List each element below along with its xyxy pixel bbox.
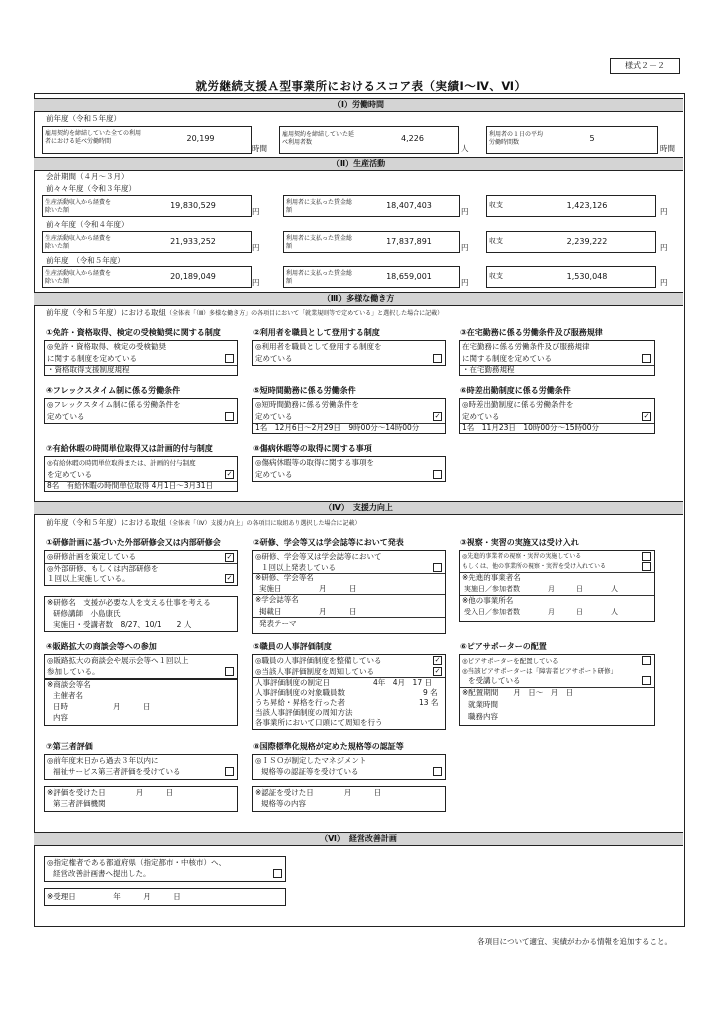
s2-unit: 円 [461, 278, 469, 287]
s3-intro-note: （全体表「（Ⅲ）多様な働き方」の各項目において「就業規則等で定めている」と選択した場合に記載） [166, 310, 444, 317]
s4-item3-title: ③視察・実習の実施又は受け入れ [460, 538, 579, 547]
s4-item6-title: ⑥ピアサポーターの配置 [460, 642, 547, 651]
s3-item3-checkbox[interactable] [642, 354, 651, 363]
s4-item8-title: ⑧国際標準化規格が定めた規格等の認証等 [253, 742, 404, 751]
s3-item6-l2: 定めている [462, 412, 500, 421]
s4-item1-notes [44, 596, 238, 632]
s4-item1-n3: 実施日・受講者数 8/27、10/1 2 人 [53, 620, 192, 629]
s2-row1-year: 前々々年度（令和３年度） [46, 184, 136, 193]
s2-row1-b [283, 195, 460, 217]
s2-label-b: 利用者に支払った賃金総額 [286, 235, 353, 250]
section-header-3: （Ⅲ）多様な働き方 [34, 292, 683, 306]
s4-item4-notes [44, 678, 238, 726]
s4-item3-l1: ◎先進的事業者の視察・実習の実施している [462, 553, 582, 560]
s2-label-c: 収支 [489, 237, 503, 245]
s4-item6-l5: 就業時間 [468, 700, 498, 709]
s3-intro-text: 前年度（令和５年度）における取組 [46, 308, 166, 317]
s3-item2-l1: ◎利用者を職員として登用する制度を [255, 342, 382, 351]
s4-item5-l1: ◎職員の人事評価制度を整備している [255, 656, 382, 665]
s2-row3-b [283, 266, 460, 288]
s2-row2-b [283, 231, 460, 253]
s3-item4-l1: ◎フレックスタイム制に係る労働条件を [47, 400, 181, 409]
s3-item8-l2: 定めている [255, 470, 293, 479]
s4-item6-box [459, 654, 655, 726]
s4-item3-l6: 受入日／参加者数 月 日 人 [464, 608, 618, 616]
s1-c1-label: 雇用契約を締結していた全ての利用者における延べ労働時間 [45, 130, 142, 145]
s3-item7-l3: 8名 有給休暇の時間単位取得 4月1日～3月31日 [47, 481, 214, 490]
s3-item1-l3: ・資格取得支援制度規程 [47, 365, 130, 374]
s2-row1-c-value: 1,423,126 [566, 201, 608, 210]
s4-item5-r2-value: 9 名 [423, 688, 438, 697]
s6-notes [44, 888, 286, 906]
s4-intro-text: 前年度（令和５年度）における取組 [46, 518, 166, 527]
s4-item2-l3: ※研修、学会等名 [255, 573, 314, 582]
s3-item2-l2: 定めている [255, 354, 293, 363]
s2-label-a: 生産活動収入から経費を除いた額 [45, 270, 112, 285]
s2-row3-a-value: 20,189,049 [170, 272, 216, 281]
s4-item1-checkbox-1[interactable]: ✓ [226, 553, 233, 561]
s2-unit: 円 [252, 278, 260, 287]
s2-row3-c [486, 266, 656, 288]
s4-item3-l3: ※先進的事業者名 [462, 573, 521, 582]
s4-item7-notes [44, 786, 238, 812]
s4-intro-note: （全体表「（Ⅳ）支援力向上」の各項目に取組あり選択した場合に記載） [166, 520, 361, 527]
s2-period: 会計期間（４月～３月） [46, 172, 129, 181]
s4-item8-checkbox[interactable] [433, 767, 442, 776]
s4-item1-box [44, 550, 238, 586]
s3-item5-checkbox[interactable]: ✓ [434, 412, 441, 420]
section-header-6: （Ⅵ） 経営改善計画 [34, 832, 683, 846]
s2-unit: 円 [461, 243, 469, 252]
s3-item6-box [459, 398, 655, 434]
s1-c2-value: 4,226 [401, 134, 424, 143]
form-number: 様式２－２ [610, 58, 680, 74]
s4-item5-checkbox-2[interactable]: ✓ [434, 667, 441, 675]
s4-item2-checkbox[interactable] [433, 563, 442, 572]
s2-row1-a-value: 19,830,529 [170, 201, 216, 210]
s4-item1-checkbox-2[interactable]: ✓ [226, 574, 233, 582]
s4-item3-box [459, 550, 655, 622]
s4-item7-checkbox[interactable] [225, 767, 234, 776]
s3-item7-l2: を定めている [47, 470, 92, 479]
s4-item2-l2: １回以上発表している [261, 563, 336, 572]
s2-row3-c-value: 1,530,048 [566, 272, 608, 281]
s2-label-c: 収支 [489, 272, 503, 280]
s4-item6-l1: ◎ピアサポーターを配置している [462, 657, 559, 665]
s4-item4-l2: 参加している。 [47, 667, 100, 676]
s3-item8-box [252, 456, 446, 482]
s2-unit: 円 [252, 243, 260, 252]
s2-label-c: 収支 [489, 201, 503, 209]
s3-item8-title: ⑧傷病休暇等の取得に関する事項 [253, 444, 372, 453]
s2-row3-year: 前年度 （令和５年度） [46, 256, 125, 265]
s3-item1-title: ①免許・資格取得、検定の受検勧奨に関する制度 [46, 328, 221, 337]
section-header-2: （Ⅱ）生産活動 [34, 157, 683, 171]
s3-item7-checkbox[interactable]: ✓ [226, 470, 233, 478]
s2-unit: 円 [660, 243, 668, 252]
s4-item2-l5: ※学会誌等名 [255, 595, 299, 604]
s4-item5-r1-label: 人事評価制度の制定日 [255, 678, 330, 687]
s4-item5-l2: ◎当該人事評価制度を周知している [255, 667, 375, 676]
s4-item1-l3: １回以上実施している。 [47, 574, 130, 583]
s4-item2-l6: 掲載日 月 日 [259, 607, 357, 616]
s1-c2-label: 雇用契約を締結していた延べ利用者数 [282, 131, 355, 146]
s3-item2-checkbox[interactable] [433, 354, 442, 363]
s2-row2-c-value: 2,239,222 [566, 237, 608, 246]
section-header-1: （Ⅰ）労働時間 [34, 98, 683, 112]
section-header-4: （Ⅳ） 支援力向上 [34, 501, 683, 515]
s3-item4-checkbox[interactable] [225, 412, 234, 421]
s6-checkbox[interactable] [273, 869, 282, 878]
s3-item6-title: ⑥時差出勤制度に係る労働条件 [460, 386, 571, 395]
s4-item8-box [252, 754, 446, 780]
page-title: 就労継続支援Ａ型事業所におけるスコア表（実績Ⅰ～Ⅳ、Ⅵ） [195, 79, 527, 93]
s4-item5-r3-value: 13 名 [419, 698, 439, 707]
s4-item1-l2: ◎外部研修、もしくは内部研修を [47, 564, 159, 573]
s4-item1-n2: 研修講師 小島康氏 [53, 609, 121, 618]
s4-item7-box [44, 754, 238, 780]
s4-item2-box [252, 550, 446, 634]
s3-item7-l1: ◎有給休暇の時間単位取得または、計画的付与制度 [47, 459, 196, 467]
s2-row2-a [42, 231, 252, 253]
s2-label-b: 利用者に支払った賃金総額 [286, 199, 353, 214]
s4-item7-l4: 第三者評価機関 [53, 799, 106, 808]
s3-item3-l3: ・在宅勤務規程 [462, 365, 515, 374]
s2-row2-b-value: 17,837,891 [386, 237, 432, 246]
s3-item4-l2: 定めている [47, 412, 85, 421]
s3-item3-l1: 在宅勤務に係る労働条件及び服務規律 [462, 342, 590, 351]
s3-item3-title: ③在宅勤務に係る労働条件及び服務規律 [460, 328, 603, 337]
s2-row2-c [486, 231, 656, 253]
s2-row3-b-value: 18,659,001 [386, 272, 432, 281]
s1-c2-unit: 人 [461, 144, 469, 153]
s3-item6-l3: 1名 11月23日 10時00分～15時00分 [462, 423, 600, 432]
s4-item5-r3-label: うち昇給・昇格を行った者 [255, 698, 345, 707]
s4-item3-l5: ※他の事業所名 [462, 596, 514, 605]
s2-row2-year: 前々年度（令和４年度） [46, 220, 129, 229]
s4-item2-title: ②研修、学会等又は学会誌等において発表 [253, 538, 404, 547]
s1-cell-avg [486, 126, 658, 154]
s3-item7-box [44, 456, 238, 492]
s2-row2-a-value: 21,933,252 [170, 237, 216, 246]
s3-item8-l1: ◎傷病休暇等の取得に関する事項を [255, 458, 375, 467]
s2-row3-a [42, 266, 252, 288]
s3-item3-box [459, 340, 655, 376]
s4-item5-title: ⑤職員の人事評価制度 [253, 642, 332, 651]
s4-item5-r5: 各事業所において口頭にて周知を行う [255, 718, 383, 727]
s2-unit: 円 [660, 278, 668, 287]
s3-item5-l2: 定めている [255, 412, 293, 421]
s4-item7-l3: ※評価を受けた日 月 日 [47, 788, 174, 797]
s3-item1-l1: ◎免許・資格取得、検定の受検勧奨 [47, 342, 167, 351]
s4-item5-checkbox-1[interactable]: ✓ [434, 656, 441, 664]
s3-item2-title: ②利用者を職員として登用する制度 [253, 328, 380, 337]
s1-c3-label: 利用者の１日の平均労働時間数 [489, 131, 544, 146]
s2-row1-b-value: 18,407,403 [386, 201, 432, 210]
s1-cell-hours [42, 126, 252, 154]
s4-item7-title: ⑦第三者評価 [46, 742, 93, 751]
s4-item3-checkbox-1[interactable] [642, 552, 651, 561]
s4-item7-l2: 福祉サービス第三者評価を受けている [53, 767, 181, 776]
s4-item3-l4: 実施日／参加者数 月 日 人 [464, 585, 618, 593]
s3-item1-box [44, 340, 238, 376]
s2-row1-a [42, 195, 252, 217]
s4-item8-l2: 規格等の認証等を受けている [261, 767, 359, 776]
s4-item8-l4: 規格等の内容 [261, 799, 306, 808]
s4-item6-l6: 職務内容 [468, 712, 498, 721]
s1-c1-value: 20,199 [186, 134, 215, 143]
s2-unit: 円 [252, 207, 260, 216]
s4-item4-box [44, 654, 238, 680]
s4-item8-l1: ◎ＩＳＯが制定したマネジメント [255, 756, 367, 765]
s4-item1-title: ①研修計画に基づいた外部研修会又は内部研修会 [46, 538, 221, 547]
s3-item4-box [44, 398, 238, 424]
s4-item4-l5: 日時 月 日 [53, 702, 151, 711]
s4-item4-l1: ◎販路拡大の商談会や展示会等へ１回以上 [47, 656, 189, 665]
s4-item5-r2-label: 人事評価制度の対象職員数 [255, 688, 345, 697]
s6-box [44, 856, 286, 882]
s6-l3: ※受理日 年 月 日 [47, 892, 181, 901]
s3-item5-box [252, 398, 446, 434]
s4-item2-l7: 発表テーマ [259, 619, 297, 628]
s1-c3-value: 5 [589, 134, 595, 143]
s1-c1-unit: 時間 [252, 144, 267, 153]
s4-item7-l1: ◎前年度末日から過去３年以内に [47, 756, 159, 765]
s2-label-a: 生産活動収入から経費を除いた額 [45, 235, 112, 250]
s1-cell-users [279, 126, 459, 154]
s4-item5-r4: 当該人事評価制度の周知方法 [255, 708, 353, 717]
s4-item4-l3: ※商談会等名 [47, 680, 91, 689]
s4-item6-l2: ◎当該ピアサポーターは「障害者ピアサポート研修」 [462, 667, 618, 675]
s3-item1-l2: に関する制度を定めている [47, 354, 137, 363]
s4-item8-l3: ※認証を受けた日 月 日 [255, 788, 382, 797]
s3-item6-l1: ◎時差出勤制度に係る労働条件を [462, 400, 574, 409]
s3-item8-checkbox[interactable] [433, 470, 442, 479]
s3-item4-title: ④フレックスタイム制に係る労働条件 [46, 386, 181, 395]
s2-label-b: 利用者に支払った賃金総額 [286, 270, 353, 285]
s1-c3-unit: 時間 [660, 144, 675, 153]
s3-item7-title: ⑦有給休暇の時間単位取得又は計画的付与制度 [46, 444, 213, 453]
s4-item4-title: ④販路拡大の商談会等への参加 [46, 642, 157, 651]
s4-item4-l4: 主催者名 [53, 691, 83, 700]
s4-item1-n1: ※研修名 支援が必要な人を支える仕事を考える [47, 598, 211, 607]
s3-item3-l2: に関する制度を定めている [462, 354, 552, 363]
s2-row1-c [486, 195, 656, 217]
s3-item1-checkbox[interactable] [225, 354, 234, 363]
s4-item5-box [252, 654, 446, 730]
s4-item5-r1-value: 4年 4月 17 日 [373, 678, 432, 687]
s3-intro [46, 308, 443, 319]
s2-label-a: 生産活動収入から経費を除いた額 [45, 199, 112, 214]
s4-item2-l1: ◎研修、学会等又は学会誌等において [255, 552, 382, 561]
s3-item5-l3: 1名 12月6日～2月29日 9時00分～14時00分 [255, 423, 420, 432]
s4-item3-checkbox-2[interactable] [642, 562, 651, 571]
s4-intro [46, 518, 361, 529]
s4-item4-checkbox[interactable] [225, 667, 234, 676]
s4-item6-l3: を受講している [468, 676, 521, 685]
s1-year: 前年度（令和５年度） [46, 114, 121, 123]
s2-unit: 円 [461, 207, 469, 216]
s4-item6-l4: ※配置期間 月 日～ 月 日 [462, 688, 574, 697]
s3-item2-box [252, 340, 446, 366]
s4-item4-l6: 内容 [53, 713, 68, 722]
s3-item5-l1: ◎短時間勤務に係る労働条件を [255, 400, 360, 409]
s4-item2-l4: 実施日 月 日 [259, 584, 357, 593]
footer-note: 各項目について適宜、実績がわかる情報を追加すること。 [477, 937, 672, 946]
s4-item6-checkbox-1[interactable] [642, 656, 651, 665]
s2-unit: 円 [660, 207, 668, 216]
s3-item6-checkbox[interactable]: ✓ [643, 412, 650, 420]
s6-l1: ◎指定権者である都道府県（指定都市・中核市）へ、 [47, 858, 227, 867]
s4-item8-notes [252, 786, 446, 812]
s4-item6-checkbox-2[interactable] [642, 676, 651, 685]
s6-l2: 経営改善計画書へ提出した。 [53, 869, 151, 878]
s4-item1-l1: ◎研修計画を策定している [47, 552, 137, 561]
s4-item3-l2: もしくは、他の事業所の視察・実習を受け入れている [462, 563, 607, 570]
s3-item5-title: ⑤短時間勤務に係る労働条件 [253, 386, 356, 395]
